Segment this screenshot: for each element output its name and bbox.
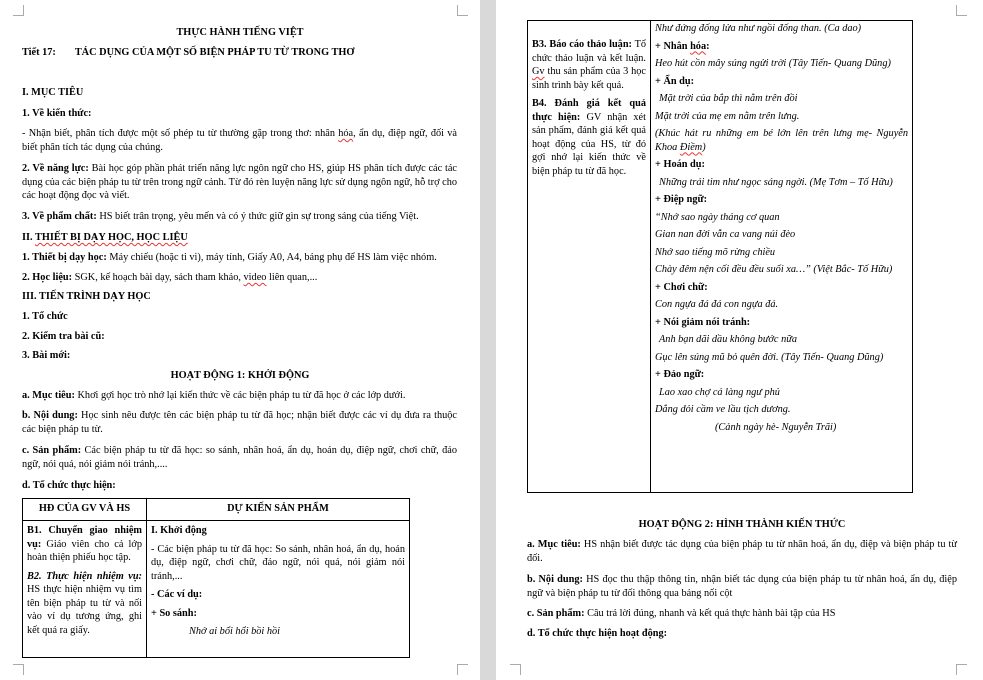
step-new-lesson: 3. Bài mới: [22, 350, 71, 361]
activity-table [22, 498, 410, 658]
section-equipment: II. THIẾT BỊ DẠY HỌC, HỌC LIỆU [22, 232, 188, 243]
crop-mark [13, 664, 24, 675]
activity-1-implementation: d. Tổ chức thực hiện: [22, 480, 116, 491]
crop-mark [956, 5, 967, 16]
activity-2-product: c. Sản phẩm: Câu trả lời đúng, nhanh và kết quả thực hành bài tập của HS [527, 608, 836, 619]
lesson-heading [22, 46, 354, 60]
activity-1-heading: HOẠT ĐỘNG 1: KHỞI ĐỘNG [170, 370, 310, 381]
section-objectives: I. MỤC TIÊU [22, 87, 84, 98]
activity-1-product: c. Sản phẩm: Các biện pháp tu từ đã học: so sánh, nhân hoá, ẩn dụ, hoán dụ, điệp ngữ, chơi chữ, đảo ngữ, nói quá, nói giảm nói tránh,.... [22, 445, 457, 470]
crop-mark [956, 664, 967, 675]
step-organize: 1. Tổ chức [22, 311, 68, 322]
lesson-title: TÁC DỤNG CỦA MỘT SỐ BIỆN PHÁP TU TỪ TRONG THƠ [74, 47, 355, 58]
crop-mark [510, 664, 521, 675]
quality-text: 3. Về phẩm chất: HS biết trân trọng, yêu mến và có ý thức giữ gìn sự trong sáng của tiếng Việt. [22, 211, 419, 222]
spell-flag: Điềm [679, 141, 703, 153]
knowledge-heading: 1. Về kiến thức: [22, 108, 92, 119]
table-header-teacher: HĐ CỦA GV VÀ HS [23, 499, 147, 521]
table-cell-products: Như đứng đống lửa như ngồi đống than. (Ca dao) + Nhân hóa: Heo hút cồn mây súng ngửi trời (Tây Tiến- Quang Dũng) + Ẩn dụ: Mặt trời của bắp thì nằm trên đồi Mặt trời của mẹ em nằm trên lưng. (Khúc hát ru những em bé lớn lên trên lưng mẹ- Nguyễn Khoa Điềm) + Hoán dụ: Những trái tim như ngọc sáng ngời. (Mẹ Tơm – Tố Hữu) + Điệp ngữ: “Nhớ sao ngày tháng cơ quan Gian nan đời vẫn ca vang núi đèo Nhớ sao tiếng mõ rừng chiều Chày đêm nện cối đều đều suối xa…” (Việt Bắc- Tố Hữu) + Chơi chữ: Con ngựa đá đá con ngựa đá. + Nói giảm nói tránh: Anh bạn dãi dầu không bước nữa Gục lên súng mũ bỏ quên đời. (Tây Tiến- Quang Dũng) + Đảo ngữ: Lao xao chợ cá làng ngư phủ Dắng dỏi cầm ve lầu tịch dương. (Cảnh ngày hè- Nguyễn Trãi) [651, 21, 913, 493]
crop-mark [457, 5, 468, 16]
page-gap [480, 0, 496, 680]
step-check: 2. Kiểm tra bài cũ: [22, 331, 105, 342]
material-text: 2. Học liệu: SGK, kế hoạch bài dạy, sách tham khảo, video liên quan,... [22, 272, 318, 283]
activity-2-implementation: d. Tổ chức thực hiện hoạt động: [527, 628, 668, 639]
crop-mark [13, 5, 24, 16]
knowledge-text: - Nhận biết, phân tích được một số phép tu từ thường gặp trong thơ: nhân hóa, ẩn dụ, điệp ngữ, đối và biết phân tích tác dụng của chúng. [22, 128, 457, 153]
table-cell-steps: B1. Chuyển giao nhiệm vụ: Giáo viên cho cả lớp hoàn thiện phiếu học tập. B2. Thực hiện nhiệm vụ: HS thực hiện nhiệm vụ tìm tên biện pháp tu từ và nối vào ví dụ tương ứng, ghi kết quả ra giấy. [23, 521, 147, 658]
spell-flag: THIẾT BỊ DẠY HỌC, HỌC LIỆU [34, 232, 188, 243]
spell-flag: video [243, 272, 267, 283]
table-cell-products: I. Khởi động - Các biện pháp tu từ đã học: So sánh, nhân hoá, ẩn dụ, hoán dụ, điệp ngữ, chơi chữ, đảo ngữ, nói quá, nói giảm nói tránh,... - Các ví dụ: + So sánh: Nhớ ai bổi hổi bồi hồi [147, 521, 410, 658]
activity-1-content: b. Nội dung: Học sinh nêu được tên các biện pháp tu từ đã học; nhận biết được các ví dụ đưa ra thuộc các biện pháp tu từ. [22, 410, 457, 435]
table-header-product: DỰ KIẾN SẢN PHẨM [147, 499, 410, 521]
crop-mark [457, 664, 468, 675]
table-cell-steps: B3. Báo cáo thảo luận: Tổ chức thảo luận và kết luận. Gv thu sản phẩm của 3 học sinh trình bày kết quả. B4. Đánh giá kết quả thực hiện: GV nhận xét sản phẩm, đánh giá kết quả hoạt động của HS, từ đó gợi nhớ lại kiến thức về biện pháp tu từ đã học. [528, 21, 651, 493]
activity-2-heading: HOẠT ĐỘNG 2: HÌNH THÀNH KIẾN THỨC [638, 519, 846, 530]
document-page-1 [0, 0, 480, 680]
activity-2-goal: a. Mục tiêu: HS nhận biết được tác dụng của biện pháp tu từ nhân hoá, ẩn dụ, điệp và biện pháp tu từ đối. [527, 539, 957, 564]
ability-text: 2. Về năng lực: Bài học góp phần phát triển năng lực ngôn ngữ cho HS, giúp HS phân tích được các tác dụng của các biện pháp tu từ trên trong ngữ cảnh. Từ đó rèn luyện năng lực sử dụng ngôn ngữ, hỗ trợ cho các hoạt động đọc và viết. [22, 163, 457, 201]
activity-table-continued [527, 20, 913, 493]
document-title: THỰC HÀNH TIẾNG VIỆT [176, 27, 304, 38]
spell-flag: hóa [690, 40, 707, 52]
spell-flag: hóa [338, 128, 354, 139]
equipment-text: 1. Thiết bị dạy học: Máy chiếu (hoặc ti vi), máy tính, Giấy A0, A4, bảng phụ để HS làm việc nhóm. [22, 252, 437, 263]
document-page-2 [496, 0, 983, 680]
activity-1-goal: a. Mục tiêu: Khơi gợi học trò nhớ lại kiến thức về các biện pháp tu từ đã học ở các lớp dưới. [22, 390, 406, 401]
section-process: III. TIẾN TRÌNH DẠY HỌC [22, 291, 151, 302]
activity-2-content: b. Nội dung: HS đọc thu thập thông tin, nhận biết tác dụng của biện pháp tu từ nhân hoá, ẩn dụ, điệp ngữ và biện pháp tu từ đối thông qua bảng nối cột [527, 574, 957, 599]
lesson-label: Tiết 17: [22, 47, 56, 58]
spell-flag: Gv [532, 66, 545, 77]
